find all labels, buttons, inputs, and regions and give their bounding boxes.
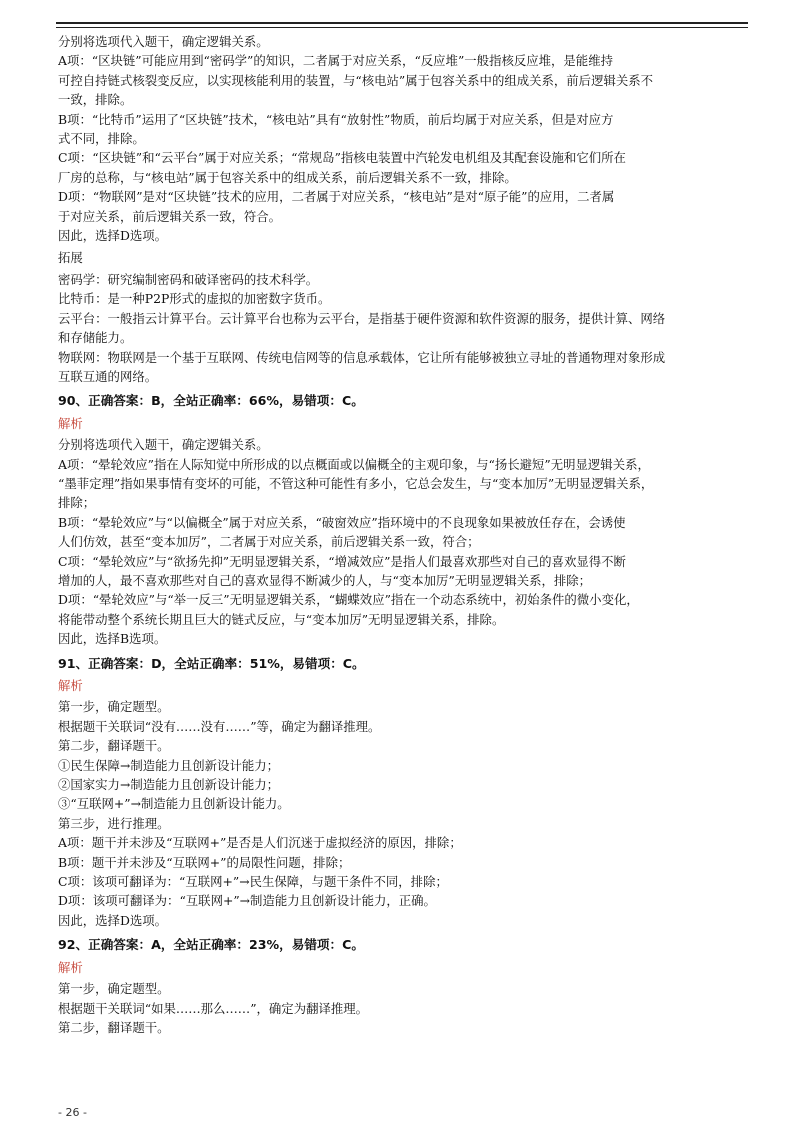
- text-line: ③“互联网+”→制造能力且创新设计能力。: [58, 796, 290, 812]
- text-line: 第一步，确定题型。: [58, 981, 170, 997]
- text-line: A项：题干并未涉及“互联网+”是否是人们沉迷于虚拟经济的原因，排除；: [58, 835, 462, 851]
- text-line: 厂房的总称，与“核电站”属于包容关系中的组成关系，前后逻辑关系不一致，排除。: [58, 169, 517, 185]
- text-line: 将能带动整个系统长期且巨大的链式反应，与“变本加厉”无明显逻辑关系，排除。: [58, 611, 505, 627]
- text-line: D项：“物联网”是对“区块链”技术的应用，二者属于对应关系，“核电站”是对“原子能”的应用，二者属: [58, 189, 615, 205]
- text-line: B项：“晕轮效应”与“以偏概全”属于对应关系，“破窗效应”指环境中的不良现象如果被放任存在，会诱使: [58, 514, 626, 530]
- text-line: 第二步，翻译题干。: [58, 738, 170, 754]
- text-line: 第三步，进行推理。: [58, 815, 170, 831]
- text-line: C项：该项可翻译为：“互联网+”→民生保障，与题干条件不同，排除；: [58, 874, 448, 890]
- text-line: 因此，选择D选项。: [58, 228, 168, 244]
- text-line: 物联网：物联网是一个基于互联网、传统电信网等的信息承载体，它让所有能够被独立寻址的普通物理对象形成: [58, 349, 666, 365]
- text-line: “墨菲定理”指如果事情有变坏的可能，不管这种可能性有多小，它总会发生，与“变本加厉”无明显逻辑关系，: [58, 475, 654, 491]
- text-line: 第二步，翻译题干。: [58, 1019, 170, 1035]
- extension-title: 拓展: [58, 250, 83, 266]
- text-line: D项：该项可翻译为：“互联网+”→制造能力且创新设计能力，正确。: [58, 893, 436, 909]
- text-line: 排除；: [58, 495, 96, 511]
- text-line: C项：“区块链”和“云平台”属于对应关系；“常规岛”指核电装置中汽轮发电机组及其配套设施和它们所在: [58, 150, 626, 166]
- answer-heading: 92、正确答案：A，全站正确率：23%，易错项：C。: [58, 937, 364, 953]
- q90-section: [58, 391, 748, 648]
- answer-heading: 90、正确答案：B，全站正确率：66%，易错项：C。: [58, 393, 364, 409]
- text-line: 云平台：一般指云计算平台。云计算平台也称为云平台，是指基于硬件资源和软件资源的服务，提供计算、网络: [58, 310, 666, 326]
- page-number: - 26 -: [58, 1106, 87, 1119]
- analysis-label: 解析: [58, 415, 83, 431]
- q91-section: [58, 654, 748, 931]
- document-body: [58, 32, 748, 1037]
- text-line: 第一步，确定题型。: [58, 699, 170, 715]
- text-line: 人们仿效，甚至“变本加厉”，二者属于对应关系，前后逻辑关系一致，符合；: [58, 534, 480, 550]
- text-line: 因此，选择B选项。: [58, 631, 167, 647]
- text-line: 因此，选择D选项。: [58, 912, 168, 928]
- answer-heading: 91、正确答案：D，全站正确率：51%，易错项：C。: [58, 655, 365, 671]
- text-line: 可控自持链式核裂变反应，以实现核能利用的装置，与“核电站”属于包容关系中的组成关系，前后逻辑关系不: [58, 72, 654, 88]
- text-line: 根据题干关联词“如果……那么……”，确定为翻译推理。: [58, 1000, 369, 1016]
- text-line: ②国家实力→制造能力且创新设计能力；: [58, 777, 280, 793]
- header-rule: [56, 22, 748, 24]
- text-line: B项：题干并未涉及“互联网+”的局限性问题，排除；: [58, 854, 351, 870]
- analysis-label: 解析: [58, 678, 83, 693]
- text-line: C项：“晕轮效应”与“欲扬先抑”无明显逻辑关系，“增减效应”是指人们最喜欢那些对自己的喜欢显得不断: [58, 553, 626, 569]
- text-line: 密码学：研究编制密码和破译密码的技术科学。: [58, 271, 319, 287]
- text-line: ①民生保障→制造能力且创新设计能力；: [58, 757, 280, 773]
- text-line: 分别将选项代入题干，确定逻辑关系。: [58, 437, 269, 453]
- text-line: 一致，排除。: [58, 92, 133, 108]
- q89-explanation: [58, 32, 748, 386]
- text-line: 式不同，排除。: [58, 131, 145, 147]
- header-rule-thin: [56, 27, 748, 28]
- text-line: 根据题干关联词“没有……没有……”等，确定为翻译推理。: [58, 718, 381, 734]
- text-line: 于对应关系，前后逻辑关系一致，符合。: [58, 208, 282, 224]
- text-line: 互联互通的网络。: [58, 368, 158, 384]
- text-line: 增加的人，最不喜欢那些对自己的喜欢显得不断减少的人，与“变本加厉”无明显逻辑关系，排除；: [58, 572, 592, 588]
- text-line: 比特币：是一种P2P形式的虚拟的加密数字货币。: [58, 291, 331, 307]
- text-line: 分别将选项代入题干，确定逻辑关系。: [58, 34, 269, 49]
- text-line: B项：“比特币”运用了“区块链”技术，“核电站”具有“放射性”物质，前后均属于对应关系，但是对应方: [58, 111, 614, 127]
- q92-section: [58, 935, 748, 1037]
- text-line: A项：“晕轮效应”指在人际知觉中所形成的以点概面或以偏概全的主观印象，与“扬长避短”无明显逻辑关系，: [58, 456, 650, 472]
- text-line: D项：“晕轮效应”与“举一反三”无明显逻辑关系，“蝴蝶效应”指在一个动态系统中，初始条件的微小变化，: [58, 592, 639, 608]
- text-line: A项：“区块链”可能应用到“密码学”的知识，二者属于对应关系，“反应堆”一般指核反应堆，是能维持: [58, 53, 613, 69]
- analysis-label: 解析: [58, 959, 83, 975]
- text-line: 和存储能力。: [58, 330, 133, 346]
